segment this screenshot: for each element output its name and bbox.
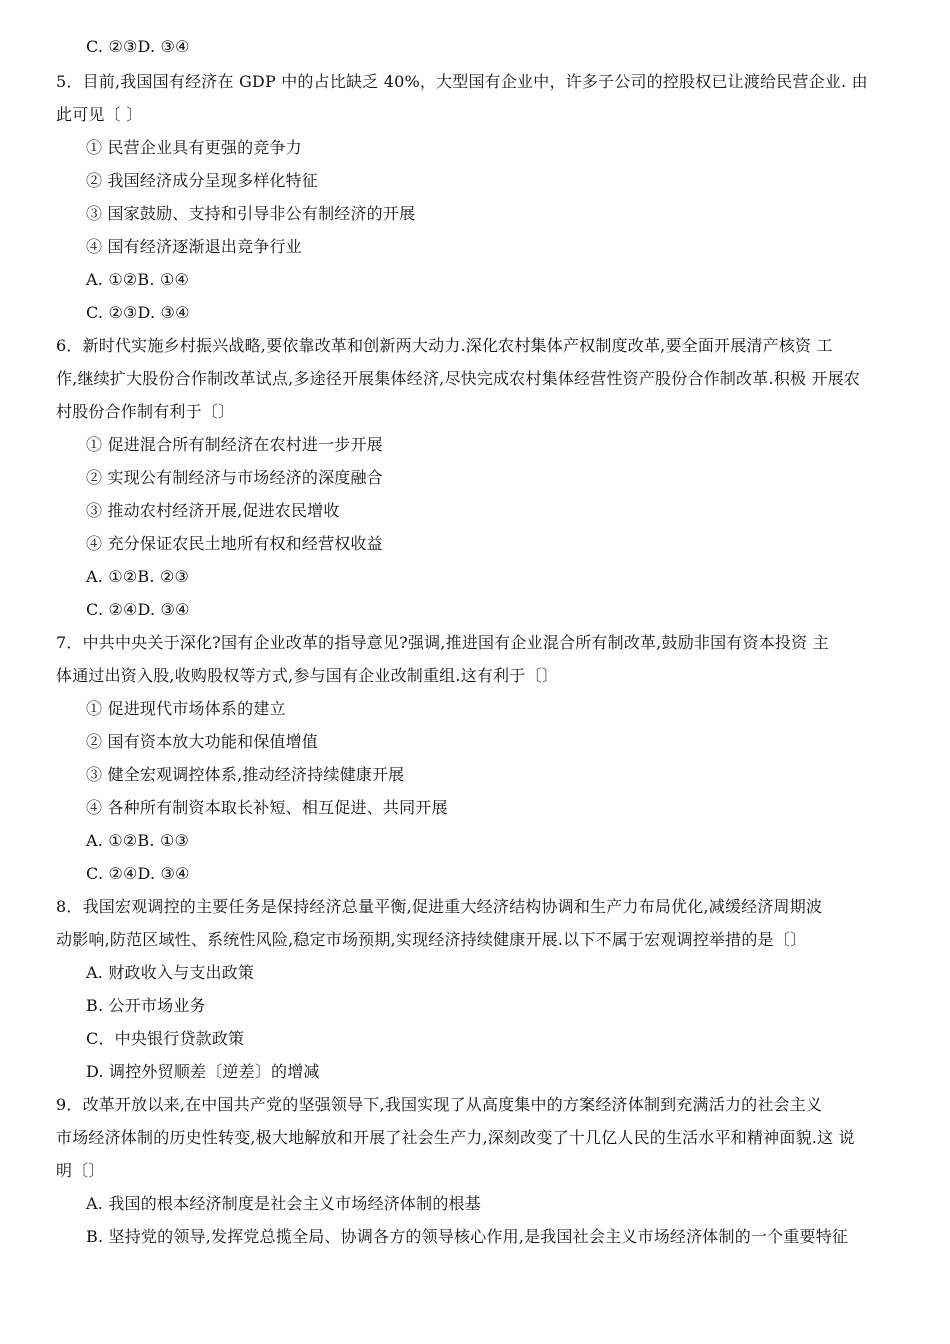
q6-options-ab: A. ①②B. ②③	[86, 567, 190, 586]
q7-statement-3: ③ 健全宏观调控体系,推动经济持续健康开展	[86, 765, 405, 784]
q8-option-a: A. 财政收入与支出政策	[86, 963, 255, 982]
q8-option-b: B. 公开市场业务	[86, 996, 206, 1015]
q8-option-c: C．中央银行贷款政策	[86, 1029, 245, 1048]
q5-statement-3: ③ 国家鼓励、支持和引导非公有制经济的开展	[86, 204, 416, 223]
q5-statement-2: ② 我国经济成分呈现多样化特征	[86, 171, 319, 190]
q7-stem-line2: 体通过出资入股,收购股权等方式,参与国有企业改制重组.这有利于〔〕	[56, 666, 558, 685]
q6-options-cd: C. ②④D. ③④	[86, 600, 190, 619]
q5-options-ab: A. ①②B. ①④	[86, 270, 190, 289]
q5-stem-line1: 5．目前,我国国有经济在 GDP 中的占比缺乏 40%，大型国有企业中，许多子公司的控股权已让渡给民营企业. 由	[56, 72, 868, 91]
q6-stem-line1: 6．新时代实施乡村振兴战略,要依靠改革和创新两大动力.深化农村集体产权制度改革,要全面开展清产核资 工	[56, 336, 833, 355]
q9-stem-line2: 市场经济体制的历史性转变,极大地解放和开展了社会生产力,深刻改变了十几亿人民的生活水平和精神面貌.这 说	[56, 1128, 855, 1147]
q9-stem-line3: 明〔〕	[56, 1161, 105, 1180]
q5-statement-1: ① 民营企业具有更强的竞争力	[86, 138, 302, 157]
q7-options-cd: C. ②④D. ③④	[86, 864, 190, 883]
q5-statement-4: ④ 国有经济逐渐退出竞争行业	[86, 237, 302, 256]
q6-stem-line3: 村股份合作制有利于〔〕	[56, 402, 235, 421]
q8-option-d: D. 调控外贸顺差〔逆差〕的增减	[86, 1062, 320, 1081]
q7-stem-line1: 7．中共中央关于深化?国有企业改革的指导意见?强调,推进国有企业混合所有制改革,鼓励非国有资本投资 主	[56, 633, 829, 652]
q6-stem-line2: 作,继续扩大股份合作制改革试点,多途径开展集体经济,尽快完成农村集体经营性资产股份合作制改革.积极 开展农	[56, 369, 861, 388]
q4-options-cd: C. ②③D. ③④	[86, 37, 190, 56]
q9-stem-line1: 9．改革开放以来,在中国共产党的坚强领导下,我国实现了从高度集中的方案经济体制到充满活力的社会主义	[56, 1095, 823, 1114]
q6-statement-4: ④ 充分保证农民土地所有权和经营权收益	[86, 534, 383, 553]
q7-statement-4: ④ 各种所有制资本取长补短、相互促进、共同开展	[86, 798, 448, 817]
q5-stem-line2: 此可见〔 〕	[56, 105, 143, 124]
q6-statement-3: ③ 推动农村经济开展,促进农民增收	[86, 501, 340, 520]
q8-stem-line2: 动影响,防范区域性、系统性风险,稳定市场预期,实现经济持续健康开展.以下不属于宏观调控举措的是〔〕	[56, 930, 807, 949]
q6-statement-1: ① 促进混合所有制经济在农村进一步开展	[86, 435, 383, 454]
q8-stem-line1: 8．我国宏观调控的主要任务是保持经济总量平衡,促进重大经济结构协调和生产力布局优化,减缓经济周期波	[56, 897, 823, 916]
q7-statement-2: ② 国有资本放大功能和保值增值	[86, 732, 319, 751]
q7-options-ab: A. ①②B. ①③	[86, 831, 190, 850]
q7-statement-1: ① 促进现代市场体系的建立	[86, 699, 286, 718]
q9-option-a: A. 我国的根本经济制度是社会主义市场经济体制的根基	[86, 1194, 481, 1213]
q9-option-b: B. 坚持党的领导,发挥党总揽全局、协调各方的领导核心作用,是我国社会主义市场经济体制的一个重要特征	[86, 1227, 849, 1246]
q6-statement-2: ② 实现公有制经济与市场经济的深度融合	[86, 468, 383, 487]
q5-options-cd: C. ②③D. ③④	[86, 303, 190, 322]
